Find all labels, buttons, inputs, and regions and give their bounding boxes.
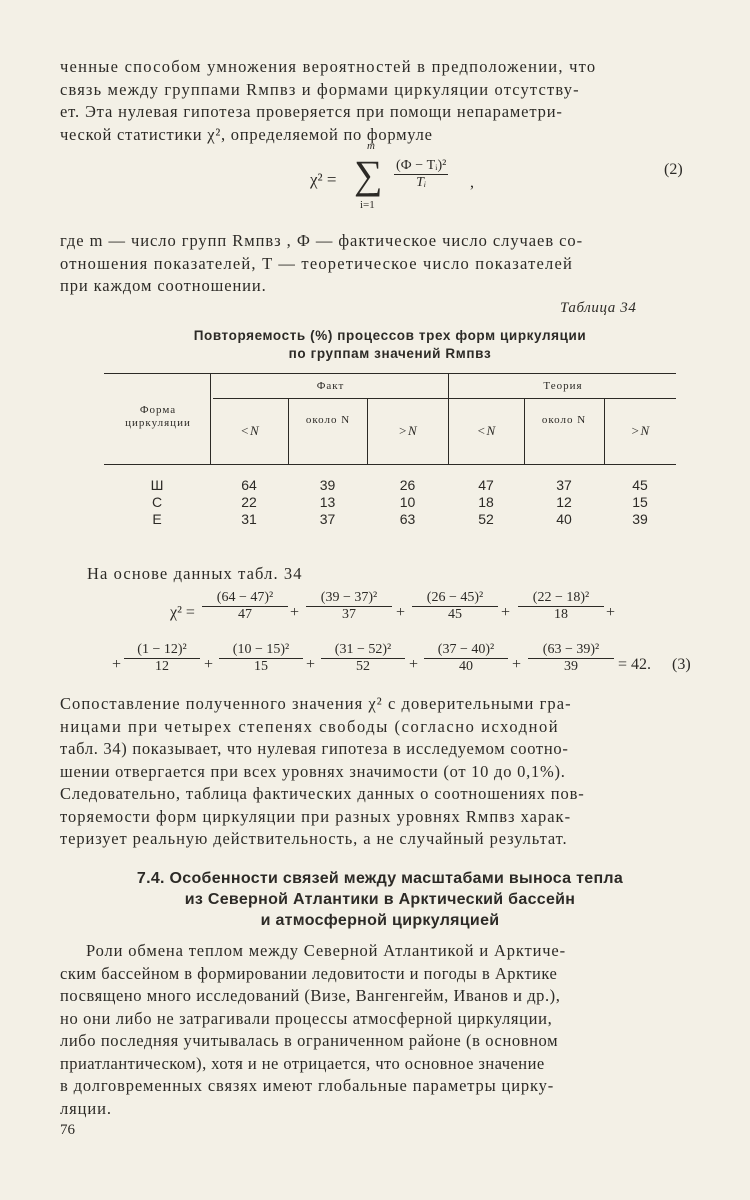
fraction-denominator: 12 (155, 659, 169, 674)
plus-sign: + (204, 656, 214, 673)
text-line: ет. Эта нулевая гипотеза проверяется при помощи непараметри- (60, 102, 563, 121)
plus-sign: + (290, 604, 300, 621)
text-line: ницами при четырех степенях свободы (согласно исходной (60, 716, 560, 736)
table-subheader: около N (305, 414, 351, 426)
table-cell: 52 (478, 510, 494, 527)
text-line: при каждом соотношении. (60, 276, 267, 295)
text-line: На основе данных табл. 34 (87, 564, 303, 583)
fraction-denominator: Tᵢ (416, 175, 427, 190)
fraction-numerator: (26 − 45)² (412, 590, 498, 607)
fraction-denominator: 40 (459, 659, 473, 674)
formula-fraction (124, 642, 200, 675)
text-line: Следовательно, таблица фактических данных о соотношениях пов- (60, 784, 585, 803)
text-line: посвящено много исследований (Визе, Вангенгейм, Иванов и др.), (60, 986, 561, 1005)
sum-sign: ∑ (354, 152, 383, 197)
fraction-numerator: (10 − 15)² (219, 642, 303, 659)
table-cell: 39 (319, 476, 336, 493)
table-title-line: Повторяемость (%) процессов трех форм циркуляции (193, 328, 587, 343)
table-subheader: >N (630, 423, 651, 438)
formula-fraction (412, 590, 498, 623)
table-group-rule (213, 398, 676, 399)
text-line: ским бассейном в формировании ледовитости и погоды в Арктике (60, 963, 558, 983)
text-line: Роли обмена теплом между Северной Атлантикой и Арктиче- (86, 941, 566, 960)
table-cell-form: Е (152, 510, 162, 527)
fraction-numerator: (63 − 39)² (528, 642, 614, 659)
text-line: теризует реальную действительность, а не случайный результат. (60, 829, 568, 848)
table-header-theory: Теория (543, 380, 583, 392)
text-line: в долговременных связях имеют глобальные параметры цирку- (60, 1076, 555, 1095)
table-header-fact: Факт (316, 380, 345, 392)
table-cell: 40 (556, 510, 572, 527)
plus-sign: + (112, 656, 122, 673)
table-cell: 37 (319, 510, 336, 527)
fraction-denominator: 15 (254, 659, 268, 674)
formula-comma: , (470, 174, 474, 191)
table-cell: 26 (399, 476, 416, 493)
table-row (104, 493, 676, 510)
formula-fraction (394, 158, 448, 191)
intro-paragraph (60, 56, 695, 146)
table-cell-form: Ш (150, 476, 164, 493)
text-line: где m — число групп Rмпвз , Ф — фактическое число случаев со- (60, 231, 584, 250)
fraction-numerator: (1 − 12)² (124, 642, 200, 659)
table-subheader: >N (398, 423, 418, 438)
formula-2 (310, 142, 510, 222)
circulation-table (104, 476, 676, 527)
formula-fraction (518, 590, 604, 623)
text-line: табл. 34) показывает, что нулевая гипотеза в исследуемом соотно- (60, 739, 569, 758)
fraction-numerator: (37 − 40)² (424, 642, 508, 659)
table-subheader: около N (541, 414, 587, 426)
final-paragraph (60, 940, 700, 1120)
table-subheader: <N (476, 423, 497, 438)
section-heading (60, 868, 700, 931)
text-line: ляции. (60, 1098, 112, 1118)
formula-fraction (424, 642, 508, 675)
table-cell: 47 (478, 476, 494, 493)
formula-3-row-2 (112, 642, 712, 692)
formula-3-row-1 (170, 590, 690, 640)
fraction-numerator: (39 − 37)² (306, 590, 392, 607)
table-cell: 15 (632, 493, 648, 510)
plus-sign: + (396, 604, 406, 621)
table-header-rule (104, 464, 676, 465)
fraction-numerator: (31 − 52)² (321, 642, 405, 659)
fraction-denominator: 37 (342, 607, 356, 622)
section-heading-line: и атмосферной циркуляцией (260, 912, 500, 929)
table-title (100, 327, 680, 363)
fraction-denominator: 39 (564, 659, 578, 674)
formula-3-number: (3) (672, 656, 691, 673)
table-title-line: по группам значений Rмпвз (288, 346, 492, 361)
formula-fraction (202, 590, 288, 623)
page-number: 76 (60, 1122, 75, 1138)
formula-fraction (528, 642, 614, 675)
table-cell-form: С (151, 493, 163, 510)
where-paragraph (60, 230, 700, 298)
section-heading-line: из Северной Атлантики в Арктический бассейн (184, 891, 576, 908)
section-heading-line: 7.4. Особенности связей между масштабами выноса тепла (136, 870, 624, 887)
table-cell: 22 (241, 493, 257, 510)
table-top-rule (104, 373, 676, 374)
table-header-form: Форма циркуляции (125, 404, 191, 429)
formula-lhs: χ² = (170, 604, 195, 621)
table-subheader: <N (240, 423, 260, 438)
table-cell: 63 (399, 510, 416, 527)
plus-sign: + (501, 604, 511, 621)
table-label: Таблица 34 (560, 300, 637, 316)
text-line: но они либо не затрагивали процессы атмосферной циркуляции, (60, 1008, 553, 1028)
plus-sign: + (606, 604, 616, 621)
text-line: Сопоставление полученного значения χ² с доверительными гра- (60, 694, 572, 713)
fraction-denominator: 52 (356, 659, 370, 674)
table-cell: 31 (241, 510, 257, 527)
table-row (104, 476, 676, 493)
table-cell: 10 (399, 493, 416, 510)
fraction-numerator: (22 − 18)² (518, 590, 604, 607)
table-vrule (448, 373, 449, 464)
sum-upper-limit: m (367, 140, 375, 152)
fraction-denominator: 47 (238, 607, 252, 622)
table-row (104, 510, 676, 527)
text-line: ченные способом умножения вероятностей в предположении, что (60, 57, 597, 76)
fraction-numerator: (Ф − Tᵢ)² (396, 158, 447, 173)
plus-sign: + (512, 656, 522, 673)
fraction-denominator: 18 (554, 607, 568, 622)
table-cell: 12 (556, 493, 572, 510)
formula-lhs: χ² = (310, 170, 337, 189)
fraction-denominator: 45 (448, 607, 462, 622)
formula-fraction (306, 590, 392, 623)
text-line: отношения показателей, T — теоретическое число показателей (60, 253, 574, 273)
table-vrule (524, 398, 525, 464)
text-line: торяемости форм циркуляции при разных уровнях Rмпвз харак- (60, 806, 572, 826)
text-line: ческой статистики χ², определяемой по формуле (60, 124, 433, 144)
comparison-paragraph (60, 693, 700, 851)
fraction-numerator: (64 − 47)² (202, 590, 288, 607)
text-line: связь между группами Rмпвз и формами циркуляции отсутству- (60, 79, 580, 99)
basis-line (87, 563, 303, 586)
table-vrule (288, 398, 289, 464)
sum-lower-limit: i=1 (360, 199, 375, 211)
formula-fraction (321, 642, 405, 675)
text-line: приатлантическом), хотя и не отрицается, что основное значение (60, 1053, 545, 1073)
text-line: либо последняя учитывалась в ограниченном районе (в основном (60, 1031, 559, 1050)
table-cell: 13 (319, 493, 336, 510)
formula-result: = 42. (618, 656, 652, 673)
table-cell: 39 (632, 510, 648, 527)
text-line: шении отвергается при всех уровнях значимости (от 10 до 0,1%). (60, 761, 566, 781)
table-cell: 64 (241, 476, 257, 493)
table-cell: 37 (556, 476, 572, 493)
table-cell: 18 (478, 493, 494, 510)
formula-fraction (219, 642, 303, 675)
plus-sign: + (409, 656, 419, 673)
formula-2-number: (2) (664, 161, 683, 178)
table-cell: 45 (632, 476, 648, 493)
plus-sign: + (306, 656, 316, 673)
table-vrule (210, 373, 211, 464)
